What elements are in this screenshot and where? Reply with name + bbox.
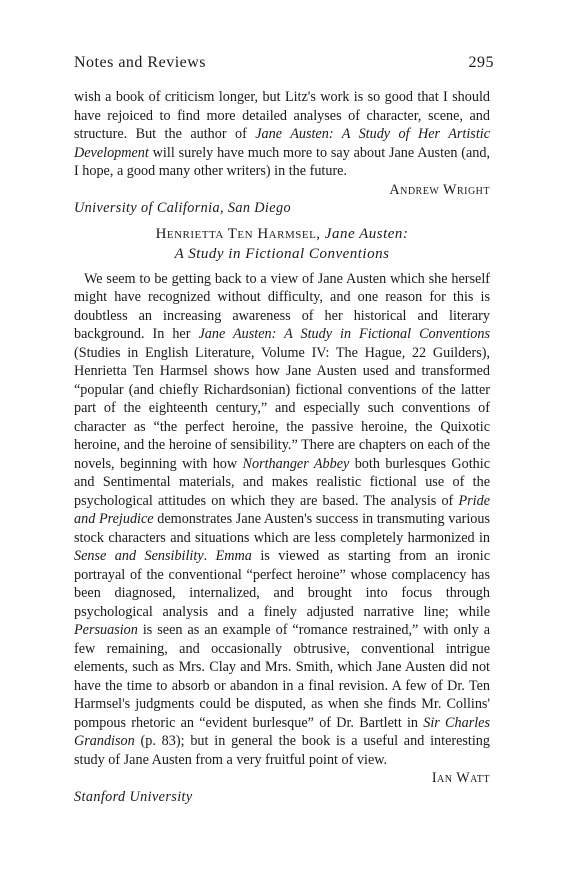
reviewer-signature: Ian Watt	[431, 770, 490, 786]
book-title: Jane Austen: A Study of Her Artistic Development	[74, 126, 491, 161]
previous-review-tail: wish a book of criticism longer, but Litz's work is so good that I should have rejoiced to find more detailed analyses of character, scene, and structure. But the author of Jane Austen: A Study of Her Artistic Development will surely have much more to say about Jane Austen (and, I hope, a good many other writers) in the future.	[74, 89, 491, 179]
reviewer-signature: Andrew Wright	[389, 181, 490, 198]
page-number: 295	[468, 54, 494, 71]
review-body: We seem to be getting back to a view of Jane Austen which she herself might have recognized without difficulty, and one reason for this is doubtless an increasing awareness of her historical and literary background. In her Jane Austen: A Study in Fictional Conventions (Studies in English Literature, Volume IV: The Hague, 22 Guilders), Henrietta Ten Harmsel shows how Jane Austen used and transformed “popular (and chiefly Richardsonian) fictional conventions of the latter part of the eighteenth century,” and especially such conventions of character as “the perfect heroine, the passive heroine, the Quixotic heroine, and the heroine of sensibility.” There are chapters on each of the novels, beginning with how Northanger Abbey both burlesques Gothic and Sentimental materials, and makes realistic fictional use of the psychological attitudes on which they are based. The analysis of Pride and Prejudice demonstrates Jane Austen's success in transmuting various stock characters and situations which are less completely harmonized in Sense and Sensibility. Emma is viewed as starting from an ironic portrayal of the conventional “perfect heroine” whose complacency has been diagnosed, internalized, and brought into focus through psychological analysis and a finely adjusted narrative line; while Persuasion is seen as an example of “romance restrained,” with only a few remaining, and occasionally obtrusive, conventional intrigue elements, such as Mrs. Clay and Mrs. Smith, which Jane Austen did not have the time to absorb or abandon in a final revision. A few of Dr. Ten Harmsel's judgments could be disputed, as when she finds Mr. Collins' pompous rhetoric an “evident burlesque” of Dr. Bartlett in Sir Charles Grandison (p. 83); but in general the book is a useful and interesting study of Jane Austen from a very fruitful point of view.	[74, 270, 491, 768]
running-head	[74, 54, 494, 72]
reviewer-affiliation: University of California, San Diego	[74, 200, 291, 216]
section-title: Notes and Reviews	[74, 54, 207, 71]
review-heading	[74, 224, 490, 264]
review-book-author: Henrietta Ten Harmsel,	[155, 225, 321, 242]
reviewer-affiliation: Stanford University	[74, 788, 193, 805]
page-content	[74, 88, 490, 806]
review-book-title-line1: Jane Austen:	[324, 225, 409, 242]
review-book-title-line2: A Study in Fictional Conventions	[174, 245, 390, 262]
